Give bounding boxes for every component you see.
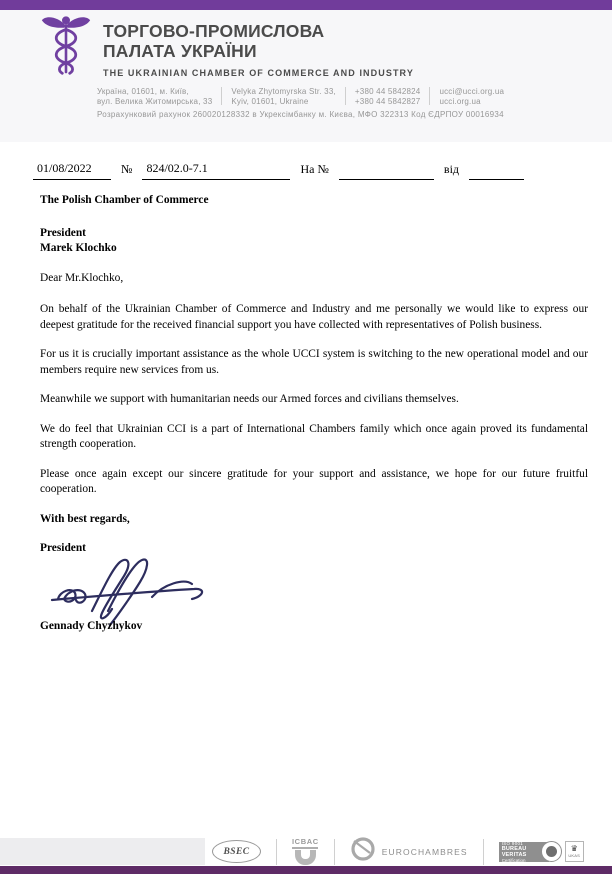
icbac-logo [292,838,319,866]
org-title-block [103,21,414,78]
paragraph-1: On behalf of the Ukrainian Chamber of Commerce and Industry and me personally we would like to express our deepest gratitude for the received financial support you have collected with representatives of Polish business. [40,303,588,331]
phone-1: +380 44 5842824 [354,87,421,96]
letter-number-field: 824/02.0-7.1 [142,161,290,180]
footer-partner-logos [205,836,584,867]
sender-name: Gennady Chyzhykov [40,619,143,632]
paragraph-3: Meanwhile we support with humanitarian needs our Armed forces and civilians themselves. [40,393,459,405]
eurochambres-label: EUROCHAMBRES [381,846,468,857]
footer-logo-divider [483,839,484,865]
handwritten-signature [48,557,588,615]
contact-divider [429,87,430,105]
paragraph-4: We do feel that Ukrainian CCI is a part of International Chambers family which once again proved its fundamental strength cooperation. [40,422,588,450]
bottom-accent-bar [0,866,612,874]
footer-logo-divider [276,839,277,865]
eurochambres-mark-icon [350,836,376,867]
eurochambres-logo [350,836,468,867]
bureau-veritas-seal-icon [541,841,562,862]
org-subtitle-en: THE UKRAINIAN CHAMBER OF COMMERCE AND INDUSTRY [103,68,414,78]
contact-divider [345,87,346,105]
iso-label: ISO 9001 [501,840,524,846]
ukas-crown-icon: ♛ [570,844,578,853]
letter-date-field: 01/08/2022 [33,161,111,180]
from-date-label: від [443,162,460,176]
recipient-organization: The Polish Chamber of Commerce [40,194,209,206]
phone-2: +380 44 5842827 [354,97,421,106]
recipient-name: Marek Klochko [40,242,117,254]
org-title-line2: ПАЛАТА УКРАЇНИ [103,41,257,61]
certification-logos [499,841,584,862]
website: ucci.org.ua [439,97,481,106]
footer-gray-strip [0,838,205,865]
phones [355,87,421,107]
top-accent-bar [0,0,612,10]
address-en-line1: Velyka Zhytomyrska Str. 33, [231,87,336,96]
reply-to-label: На № [300,162,329,176]
web-contacts [439,87,504,107]
address-ua-line1: Україна, 01601, м. Київ, [97,87,189,96]
address-ua-line2: вул. Велика Житомирська, 33 [97,97,213,106]
address-en-line2: Kyiv, 01601, Ukraine [231,97,309,106]
bsec-label: BSEC [223,846,250,857]
address-en [231,87,336,107]
icbac-label: ICBAC [292,836,319,846]
recipient-title: President [40,226,86,239]
ucci-caduceus-logo-icon [40,13,92,76]
paragraph-2: For us it is crucially important assistance as the whole UCCI system is switching to the new operational model and our members require new services from us. [40,348,588,376]
sender-title: President [40,542,86,554]
ukas-label: UKAS [568,853,581,858]
letter-body [40,193,588,648]
recipient-block [40,226,588,257]
contact-divider [221,87,222,105]
bank-requisites-line: Розрахунковий рахунок 260020128332 в Укрексімбанку м. Києва, МФО 322313 Код ЄДРПОУ 00016934 [97,110,504,119]
reference-row [33,161,524,180]
icbac-u-mark-icon [295,850,316,865]
paragraph-5: Please once again except our sincere gratitude for your support and assistance, we hope for our future fruitful cooperation. [40,467,588,495]
number-label: № [121,162,133,176]
closing-phrase: With best regards, [40,512,130,525]
header-contact-row [97,87,504,107]
footer-logo-divider [334,839,335,865]
reply-number-blank-field [339,176,434,180]
ukas-badge [565,841,584,862]
org-title-line1: ТОРГОВО-ПРОМИСЛОВА [103,21,325,41]
seal-center-icon [546,846,557,857]
certification-label: Certification [501,857,526,863]
icbac-bar [292,847,318,850]
salutation: Dear Mr.Klochko, [40,271,124,284]
email: ucci@ucci.org.ua [439,87,505,96]
bureau-veritas-label: BUREAU VERITAS [501,845,527,858]
address-ua [97,87,212,107]
bsec-logo [212,840,261,863]
from-date-blank-field [469,176,524,180]
